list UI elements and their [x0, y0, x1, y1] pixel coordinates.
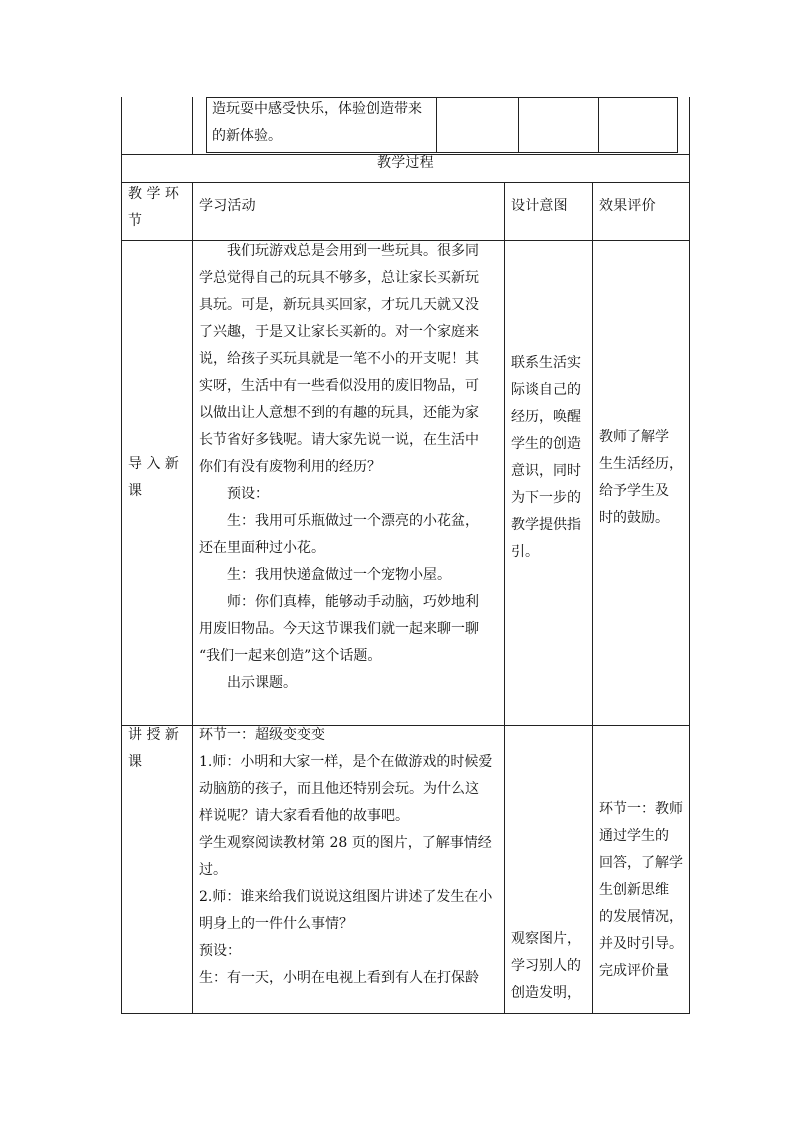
intro-design: [511, 350, 581, 566]
text-line: 讲 授 新: [128, 727, 179, 743]
new-lesson-stage: [128, 722, 179, 776]
text-line: 课: [128, 754, 142, 770]
text-line: 引。: [511, 544, 539, 560]
text-line: 经历，唤醒: [511, 409, 581, 425]
text-line: 导 入 新: [128, 456, 179, 472]
text-line: 明身上的一件什么事情？: [199, 916, 353, 932]
text-line: 我们玩游戏总是会用到一些玩具。很多同: [199, 243, 479, 259]
border-line: [206, 152, 678, 153]
border-line: [504, 182, 505, 1014]
text-line: 生：有一天，小明在电视上看到有人在打保龄: [199, 970, 479, 986]
header-design: 设计意图: [511, 198, 568, 214]
text-line: 具玩。可是，新玩具买回家，才玩几天就又没: [199, 297, 479, 313]
text-line: 时的鼓励。: [599, 510, 669, 526]
text-line: 实呀，生活中有一些看似没用的废旧物品，可: [199, 378, 479, 394]
text-line: 了兴趣，于是又让家长买新的。对一个家庭来: [199, 324, 479, 340]
header-evaluation: 效果评价: [599, 198, 656, 214]
text-line: 课: [128, 483, 142, 499]
text-line: 造玩耍中感受快乐，体验创造带来: [212, 101, 422, 117]
new-lesson-evaluation: [599, 796, 683, 985]
text-line: 际谈自己的: [511, 382, 581, 398]
header-stage: [128, 181, 179, 235]
border-line: [689, 97, 690, 154]
text-line: 你们有没有废物利用的经历？: [199, 459, 381, 475]
border-line: [121, 154, 122, 1014]
text-line: 给予学生及: [599, 483, 669, 499]
border-line: [598, 97, 599, 152]
text-line: 完成评价量: [599, 963, 669, 979]
header-activity: 学习活动: [199, 198, 256, 214]
text-line: 通过学生的: [599, 828, 669, 844]
border-line: [192, 97, 193, 154]
text-line: 生：我用可乐瓶做过一个漂亮的小花盆，: [199, 513, 479, 529]
new-lesson-design: [511, 926, 581, 1007]
text-line: 长节省好多钱呢。请大家先说一说，在生活中: [199, 432, 479, 448]
text-line: 生创新思维: [599, 882, 669, 898]
text-line: 师：你们真棒，能够动手动脑，巧妙地利: [199, 594, 479, 610]
text-line: 观察图片，: [511, 931, 581, 947]
text-line: 学总觉得自己的玩具不够多，总让家长买新玩: [199, 270, 479, 286]
top-block-text: [212, 96, 422, 150]
border-line: [592, 182, 593, 1014]
text-line: 并及时引导。: [599, 936, 683, 952]
text-line: 创造发明，: [511, 985, 581, 1001]
border-line: [192, 182, 193, 1014]
text-line: 环节一：教师: [599, 801, 683, 817]
text-line: 学生的创造: [511, 436, 581, 452]
text-line: 生：我用快递盒做过一个宠物小屋。: [199, 567, 451, 583]
text-line: 以做出让人意想不到的有趣的玩具，还能为家: [199, 405, 479, 421]
border-line: [677, 97, 678, 152]
text-line: 出示课题。: [199, 675, 297, 691]
intro-activity: [199, 238, 479, 697]
text-line: 学习别人的: [511, 958, 581, 974]
text-line: 为下一步的: [511, 490, 581, 506]
border-line: [436, 97, 437, 152]
text-line: 说，给孩子买玩具就是一笔不小的开支呢！其: [199, 351, 479, 367]
border-line: [206, 97, 207, 152]
text-line: 环节一：超级变变变: [199, 727, 325, 743]
text-line: 学生观察阅读教材第 28 页的图片，了解事情经: [199, 835, 492, 851]
border-line: [689, 154, 690, 1014]
text-line: 回答，了解学: [599, 855, 683, 871]
text-line: 动脑筋的孩子，而且他还特别会玩。为什么这: [199, 781, 479, 797]
intro-stage: [128, 451, 179, 505]
text-line: 用废旧物品。今天这节课我们就一起来聊一聊: [199, 621, 479, 637]
text-line: 的发展情况，: [599, 909, 683, 925]
border-line: [518, 97, 519, 152]
text-line: 过。: [199, 862, 227, 878]
text-line: 预设：: [199, 943, 241, 959]
text-line: 意识，同时: [511, 463, 581, 479]
border-line: [121, 1013, 690, 1014]
text-line: 预设：: [199, 486, 269, 502]
section-title: 教学过程: [377, 155, 434, 171]
text-line: 2.师：谁来给我们说说这组图片讲述了发生在小: [199, 889, 493, 905]
text-line: “我们一起来创造”这个话题。: [199, 648, 382, 664]
text-line: 样说呢？请大家看看他的故事吧。: [199, 808, 409, 824]
text-line: 教 学 环: [128, 186, 179, 202]
text-line: 还在里面种过小花。: [199, 540, 325, 556]
text-line: 节: [128, 213, 142, 229]
text-line: 生生活经历，: [599, 456, 683, 472]
text-line: 教师了解学: [599, 429, 669, 445]
text-line: 的新体验。: [212, 128, 282, 144]
text-line: 联系生活实: [511, 355, 581, 371]
border-line: [121, 182, 690, 183]
new-lesson-activity: [199, 722, 492, 992]
intro-evaluation: [599, 424, 683, 532]
text-line: 教学提供指: [511, 517, 581, 533]
text-line: 1.师：小明和大家一样，是个在做游戏的时候爱: [199, 754, 493, 770]
border-line: [121, 97, 122, 154]
